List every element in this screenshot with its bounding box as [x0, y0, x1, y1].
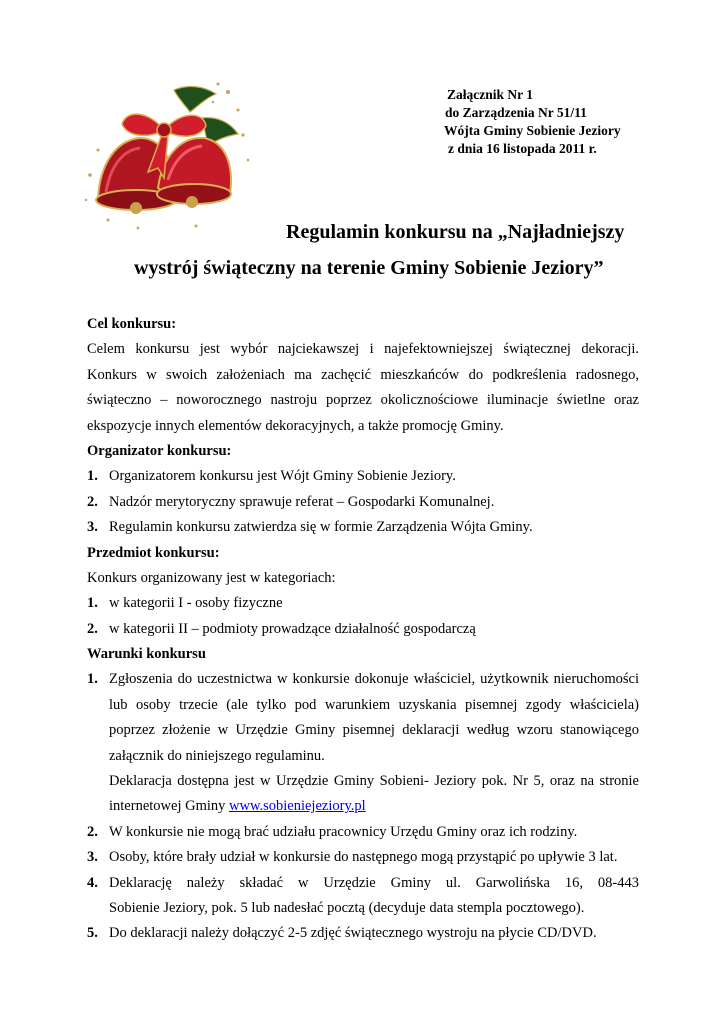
- list-item-text: Nadzór merytoryczny sprawuje referat – Gospodarki Komunalnej.: [109, 493, 495, 510]
- list-item: [87, 464, 639, 489]
- list-item-number: 2.: [87, 823, 98, 840]
- document-body: [87, 312, 639, 947]
- document-title-line-2: wystrój świąteczny na terenie Gminy Sobienie Jeziory”: [134, 257, 604, 279]
- annex-line-4: z dnia 16 listopada 2011 r.: [448, 141, 597, 156]
- list-item-continuation: załącznik do niniejszego regulaminu.: [109, 747, 325, 764]
- list-item: [87, 667, 639, 692]
- annex-line-2: do Zarządzenia Nr 51/11: [445, 105, 587, 120]
- list-item-text: Regulamin konkursu zatwierdza się w formie Zarządzenia Wójta Gminy.: [109, 519, 533, 536]
- list-item-text: Organizatorem konkursu jest Wójt Gminy Sobienie Jeziory.: [109, 468, 456, 485]
- goal-paragraph-line: Konkurs w swoich założeniach ma zachęcić mieszkańców do podkreślenia radosnego,: [87, 366, 639, 383]
- annex-line-3: Wójta Gminy Sobienie Jeziory: [444, 123, 621, 138]
- list-item: [87, 820, 639, 845]
- section-heading-conditions: Warunki konkursu: [87, 646, 206, 663]
- list-item-number: 1.: [87, 595, 98, 612]
- list-item: [87, 921, 639, 946]
- list-item-text: Deklarację należy składać w Urzędzie Gminy ul. Garwolińska 16, 08-443: [109, 874, 639, 891]
- section-heading-organizer: Organizator konkursu:: [87, 442, 232, 459]
- goal-paragraph-line: Celem konkursu jest wybór najciekawszej i najefektowniejszej świątecznej dekoracji.: [87, 341, 639, 358]
- list-item: [87, 871, 639, 896]
- list-item-text: w kategorii II – podmioty prowadzące działalność gospodarczą: [109, 620, 476, 637]
- annex-header: [444, 86, 621, 158]
- list-item-continuation: Sobienie Jeziory, pok. 5 lub nadesłać pocztą (decyduje data stempla pocztowego).: [109, 899, 585, 916]
- list-item-continuation: [87, 794, 639, 819]
- list-item: [87, 490, 639, 515]
- list-item-text: Osoby, które brały udział w konkursie do następnego mogą przystąpić po upływie 3 lat.: [109, 849, 618, 866]
- annex-line-1: Załącznik Nr 1: [447, 87, 534, 102]
- section-heading-goal: Cel konkursu:: [87, 316, 177, 332]
- list-item-number: 1.: [87, 468, 98, 485]
- list-item-continuation: lub osoby trzecie (ale tylko pod warunkiem uzyskania pisemnej zgody właściciela): [109, 696, 639, 713]
- website-prefix: internetowej Gminy: [109, 798, 230, 815]
- subject-intro: Konkurs organizowany jest w kategoriach:: [87, 569, 336, 586]
- list-item-text: W konkursie nie mogą brać udziału pracownicy Urzędu Gminy oraz ich rodziny.: [109, 823, 578, 840]
- section-heading-subject: Przedmiot konkursu:: [87, 544, 220, 561]
- list-item-number: 3.: [87, 519, 98, 536]
- list-item-text: w kategorii I - osoby fizyczne: [109, 595, 283, 612]
- list-item-continuation: poprzez złożenie w Urzędzie Gminy pisemnej deklaracji według wzoru stanowiącego: [109, 722, 639, 739]
- christmas-bells-ornament-icon: [78, 80, 250, 232]
- goal-paragraph-line: świąteczno – noworocznego nastroju poprzez okolicznościowe iluminacje świetlne oraz: [87, 392, 639, 409]
- list-item-text: Zgłoszenia do uczestnictwa w konkursie dokonuje właściciel, użytkownik nieruchomości: [109, 671, 639, 688]
- list-item-number: 4.: [87, 874, 98, 891]
- list-item-number: 3.: [87, 849, 98, 866]
- list-item-number: 2.: [87, 493, 98, 510]
- list-item-number: 5.: [87, 925, 98, 942]
- list-item-text: Do deklaracji należy dołączyć 2-5 zdjęć świątecznego wystroju na płycie CD/DVD.: [109, 925, 597, 942]
- list-item: [87, 515, 639, 540]
- list-item-number: 2.: [87, 620, 98, 637]
- list-item-number: 1.: [87, 671, 98, 688]
- list-item-continuation: Deklaracja dostępna jest w Urzędzie Gminy Sobieni- Jeziory pok. Nr 5, oraz na stronie: [109, 773, 639, 790]
- list-item: [87, 617, 639, 642]
- website-link[interactable]: www.sobieniejeziory.pl: [229, 798, 366, 815]
- goal-paragraph-line: ekspozycje innych elementów dekoracyjnych, a także promocję Gminy.: [87, 417, 504, 434]
- list-item: [87, 845, 639, 870]
- document-title-line-1: Regulamin konkursu na „Najładniejszy: [286, 221, 625, 243]
- list-item: [87, 591, 639, 616]
